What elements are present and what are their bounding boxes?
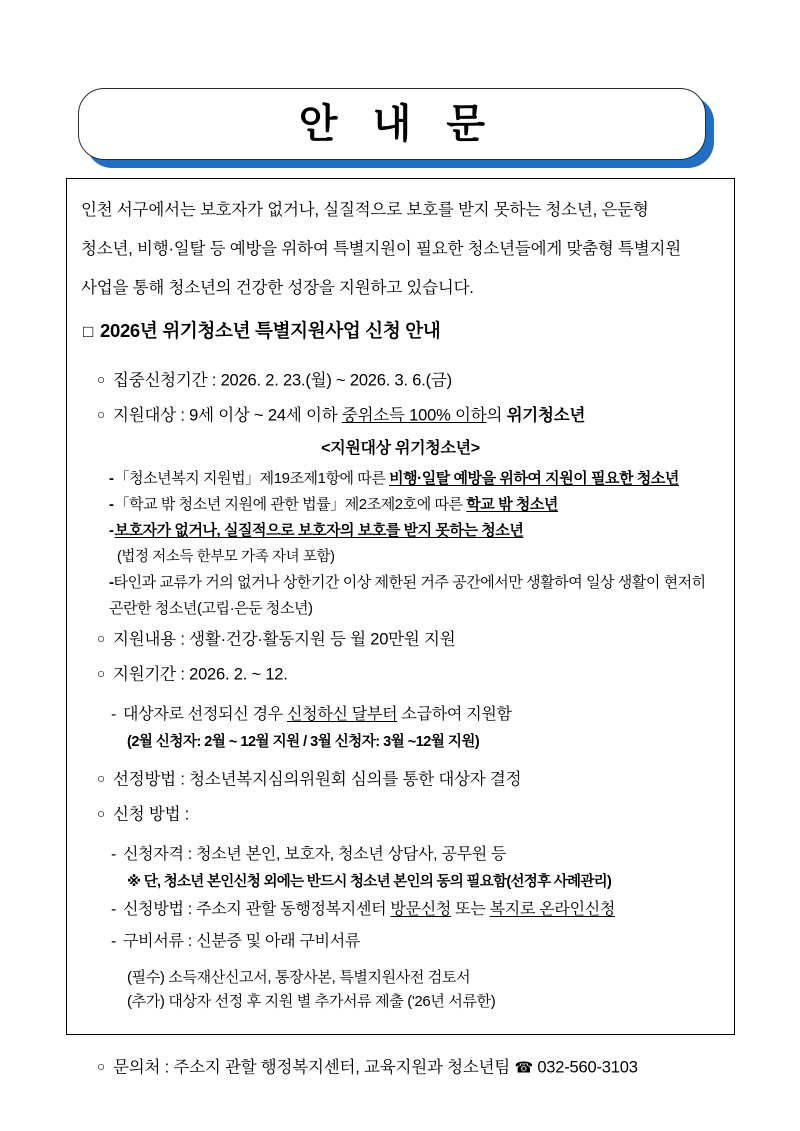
dash-bullet-icon: - — [111, 901, 117, 918]
document-content-box — [66, 178, 735, 1077]
item-colon: : — [184, 805, 190, 823]
item-label: 지원내용 — [112, 630, 176, 649]
item-support-content: ○ 지원내용 : 생활·건강·활동지원 등 월 20만원 지원 — [97, 630, 456, 649]
item-retroactive-support — [111, 699, 720, 731]
item-support-duration: ○ 지원기간 : 2026. 2. ~ 12. — [97, 665, 288, 683]
section-heading-text: 2026년 위기청소년 특별지원사업 신청 안내 — [99, 320, 441, 341]
apply-method-mid: 또는 — [451, 901, 490, 918]
target-mid: 의 — [486, 406, 507, 424]
target-list-plain: 「학교 밖 청소년 지원에 관한 법률」제2조제2호에 따른 — [114, 496, 467, 513]
circle-bullet-icon: ○ — [97, 1059, 105, 1074]
circle-bullet-icon: ○ — [97, 372, 105, 387]
page-title: 안 내 문 — [298, 102, 498, 146]
intro-line-1: 인천 서구에서는 보호자가 없거나, 실질적으로 보호를 받지 못하는 청소년, 은둔형 — [81, 201, 649, 219]
contact-value: 주소지 관할 행정복지센터, 교육지원과 청소년팀 — [173, 1058, 511, 1077]
item-label: 지원대상 — [112, 406, 176, 424]
apply-method-online: 복지로 온라인신청 — [489, 901, 616, 918]
section-heading — [83, 314, 720, 349]
dash-bullet-icon: - — [111, 933, 117, 950]
dash-bullet-icon: - — [109, 574, 114, 591]
target-list-emphasis: 학교 밖 청소년 — [466, 496, 558, 513]
title-banner-box — [78, 88, 706, 160]
dash-bullet-icon: - — [109, 522, 114, 539]
item-label: 신청자격 — [123, 846, 184, 863]
intro-line-2: 청소년, 비행·일탈 등 예방을 위하여 특별지원이 필요한 청소년들에게 맞춤형 특별지원 — [81, 240, 682, 258]
target-prefix: 9세 이상 ~ 24세 이하 — [189, 406, 342, 424]
target-list-emphasis: 비행·일탈 예방을 위하여 지원이 필요한 청소년 — [389, 470, 679, 487]
item-application-period: ○ 집중신청기간 : 2026. 2. 23.(월) ~ 2026. 3. 6.(금) — [97, 371, 452, 390]
item-how-to-apply: - 신청방법 : 주소지 관할 동행정복지센터 방문신청 또는 복지로 온라인신청 — [111, 901, 616, 918]
retroactive-note: (2월 신청자: 2월 ~ 12월 지원 / 3월 신청자: 3월 ~12월 지원) — [127, 734, 480, 750]
retroactive-suffix: 소급하여 지원함 — [397, 706, 512, 723]
item-value: 2026. 2. ~ 12. — [189, 665, 288, 683]
title-banner — [78, 88, 706, 160]
item-selection-method: ○ 선정방법 : 청소년복지심의위원회 심의를 통한 대상자 결정 — [97, 770, 522, 789]
item-label: 지원기간 — [112, 665, 176, 683]
item-label: 신청방법 — [123, 901, 184, 918]
circle-bullet-icon: ○ — [97, 631, 105, 646]
retroactive-underlined: 신청하신 달부터 — [287, 706, 398, 723]
item-eligible-target: ○ 지원대상 : 9세 이상 ~ 24세 이하 중위소득 100% 이하의 위기청소년 — [97, 406, 586, 424]
item-label: 선정방법 — [112, 770, 176, 789]
item-application-method-heading — [97, 797, 720, 832]
circle-bullet-icon: ○ — [97, 665, 105, 681]
circle-bullet-icon: ○ — [97, 406, 105, 422]
target-list-plain: 「청소년복지 지원법」제19조제1항에 따른 — [114, 470, 390, 487]
intro-line-3: 사업을 통해 청소년의 건강한 성장을 지원하고 있습니다. — [81, 279, 474, 297]
item-required-documents: - 구비서류 : 신분증 및 아래 구비서류 — [111, 933, 361, 950]
retroactive-prefix: 대상자로 선정되신 경우 — [123, 706, 288, 723]
documents-required-line: (필수) 소득재산신고서, 통장사본, 특별지원사전 검토서 — [127, 969, 471, 986]
item-value: 청소년복지심의위원회 심의를 통한 대상자 결정 — [189, 770, 522, 789]
dash-bullet-icon: - — [109, 496, 114, 513]
target-list-text: 타인과 교류가 거의 없거나 상한기간 이상 제한된 거주 공간에서만 생활하여 일상 생활이 현저히 곤란한 청소년(고립·은둔 청소년) — [109, 574, 706, 617]
item-value: 생활·건강·활동지원 등 월 20만원 지원 — [189, 630, 456, 649]
item-value: 신분증 및 아래 구비서류 — [196, 933, 361, 950]
item-label: 문의처 — [112, 1058, 161, 1077]
item-label: 구비서류 — [123, 933, 184, 950]
target-list-note: (법정 저소득 한부모 가족 자녀 포함) — [117, 549, 335, 565]
target-subsection-heading: <지원대상 위기청소년> — [321, 440, 480, 457]
documents-extra-line: (추가) 대상자 선정 후 지원 별 추가서류 제출 ('26년 서류한) — [127, 993, 496, 1010]
target-emphasis: 위기청소년 — [506, 406, 586, 424]
circle-bullet-icon: ○ — [97, 771, 105, 786]
telephone-icon: ☎ — [514, 1059, 533, 1077]
item-label: 신청 방법 — [112, 805, 181, 823]
applicant-consent-note: ※ 단, 청소년 본인신청 외에는 반드시 청소년 본인의 동의 필요함(선정후 사례관리) — [127, 874, 612, 890]
contact-phone: 032-560-3103 — [537, 1058, 638, 1077]
circle-bullet-icon: ○ — [97, 805, 105, 821]
target-list-item — [109, 518, 720, 544]
apply-method-prefix: 주소지 관할 동행정복지센터 — [196, 901, 391, 918]
target-list-item-isolated-youth — [109, 570, 720, 622]
dash-bullet-icon: - — [109, 470, 114, 487]
apply-method-visit: 방문신청 — [390, 901, 452, 918]
item-label: 집중신청기간 — [112, 371, 208, 390]
dash-bullet-icon: - — [111, 706, 117, 723]
target-list-item — [109, 466, 720, 492]
square-bullet-icon: □ — [83, 322, 93, 341]
target-list-item — [109, 492, 720, 518]
dash-bullet-icon: - — [111, 846, 117, 863]
item-value: 2026. 2. 23.(월) ~ 2026. 3. 6.(금) — [220, 371, 452, 390]
target-income-criterion: 중위소득 100% 이하 — [341, 406, 487, 424]
item-value: 청소년 본인, 보호자, 청소년 상담사, 공무원 등 — [196, 846, 507, 863]
intro-paragraph — [81, 191, 720, 308]
target-list-emphasis: 보호자가 없거나, 실질적으로 보호자의 보호를 받지 못하는 청소년 — [114, 522, 524, 539]
item-applicant-eligibility: - 신청자격 : 청소년 본인, 보호자, 청소년 상담사, 공무원 등 — [111, 846, 507, 863]
item-contact: ○ 문의처 : 주소지 관할 행정복지센터, 교육지원과 청소년팀 ☎ 032-560-3103 — [97, 1058, 638, 1077]
